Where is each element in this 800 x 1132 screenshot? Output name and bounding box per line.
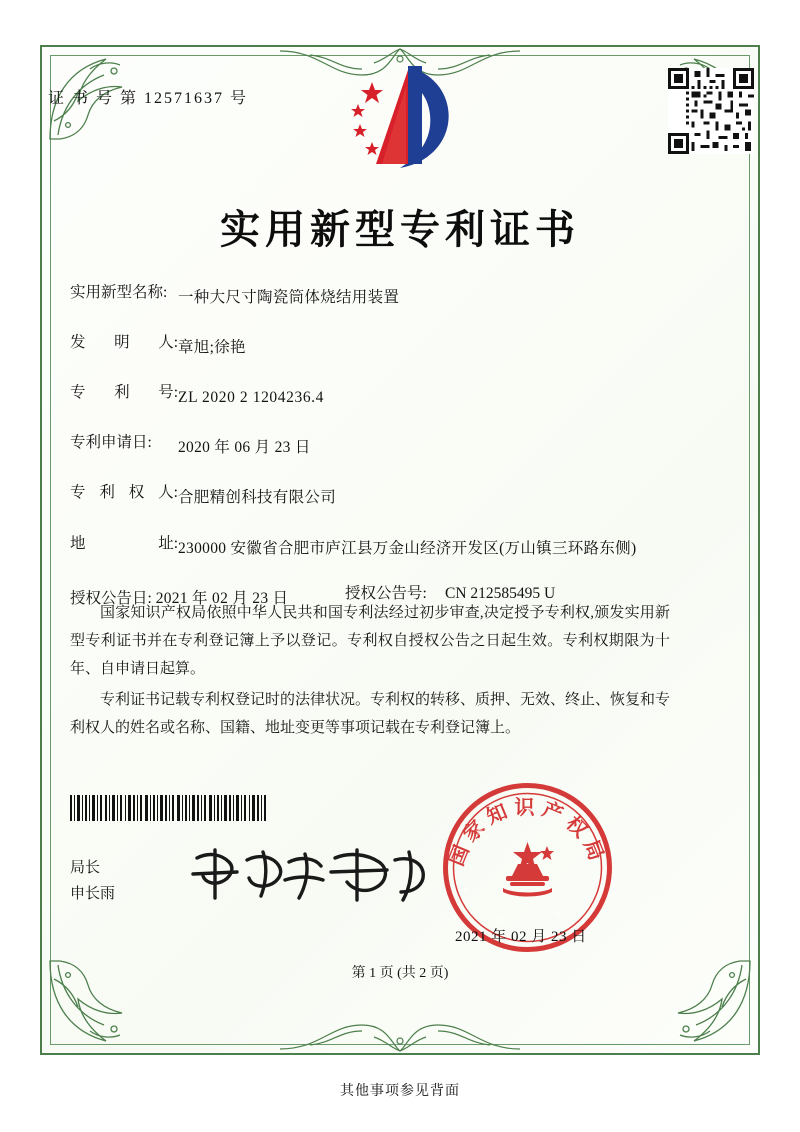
field-value: 章旭;徐艳 [178,339,246,357]
field-label-char: 专 [70,384,86,402]
patent-fields [70,285,670,636]
field-label-char: 专 [70,484,86,502]
handwritten-signature [185,840,435,910]
paragraph-grant-statement: 国家知识产权局依照中华人民共和国专利法经过初步审查,决定授予专利权,颁发实用新型专利证书并在专利登记簿上予以登记。专利权自授权公告之日起生效。专利权期限为十年、自申请日起算。 [70,605,670,677]
field-value: 一种大尺寸陶瓷筒体烧结用装置 [178,289,400,306]
field-row-utility-model-name [70,285,670,310]
signature-name-label: 申长雨 [70,886,116,903]
announce-date-label: 授权公告日: [70,589,152,607]
footer-note: 其他事项参见背面 [340,1084,460,1099]
field-label: 实用新型名称: [70,284,168,301]
announce-date-value: 2021 年 02 月 23 日 [155,589,289,607]
field-row-address [70,536,670,561]
field-row-patentee [70,485,670,510]
field-label-char: 人: [158,334,178,352]
paragraph-registry-statement: 专利证书记载专利权登记时的法律状况。专利权的转移、质押、无效、终止、恢复和专利权人的姓名或名称、国籍、地址变更等事项记载在专利登记簿上。 [70,692,671,736]
announce-number-label: 授权公告号: [345,584,427,602]
field-row-inventor [70,335,670,360]
field-label [70,485,178,501]
field-row-application-date [70,435,670,460]
field-label-char: 利 [114,384,130,402]
field-value: 合肥精创科技有限公司 [178,489,337,507]
field-label: 专利申请日: [70,434,152,452]
field-label [70,536,178,552]
field-label [70,385,178,401]
field-value: 230000 安徽省合肥市庐江县万金山经济开发区(万山镇三环路东侧) [178,539,637,557]
signature-title-label: 局长 [70,860,101,876]
field-label-char: 明 [114,334,130,352]
page-title: 实用新型专利证书 [220,206,580,253]
certificate-number: 证 书 号 第 12571637 号 [48,90,249,107]
cnipa-sail-logo-icon [338,60,458,175]
field-label-char: 号: [158,384,178,402]
page-number: 第 1 页 (共 2 页) [351,966,449,981]
field-label [70,335,178,351]
field-label-char: 利 [99,484,115,502]
qr-code-icon [668,68,754,154]
field-row-patent-number [70,385,670,410]
field-label-char: 发 [70,334,86,352]
seal-date: 2021 年 02 月 23 日 [455,929,587,945]
field-label-char: 权 [128,484,145,502]
field-label-char: 址: [158,534,178,552]
barcode-icon [70,795,270,821]
signature-labels [70,855,115,908]
field-label-char: 人: [158,484,178,502]
field-value: ZL 2020 2 1204236.4 [178,389,325,407]
field-value: 2020 年 06 月 23 日 [178,439,311,457]
legal-text-block [70,600,670,747]
announce-number-value: CN 212585495 U [445,584,556,602]
field-label-char: 地 [70,534,86,552]
svg-text:国家知识产权局: 国家知识产权局 [443,795,612,870]
